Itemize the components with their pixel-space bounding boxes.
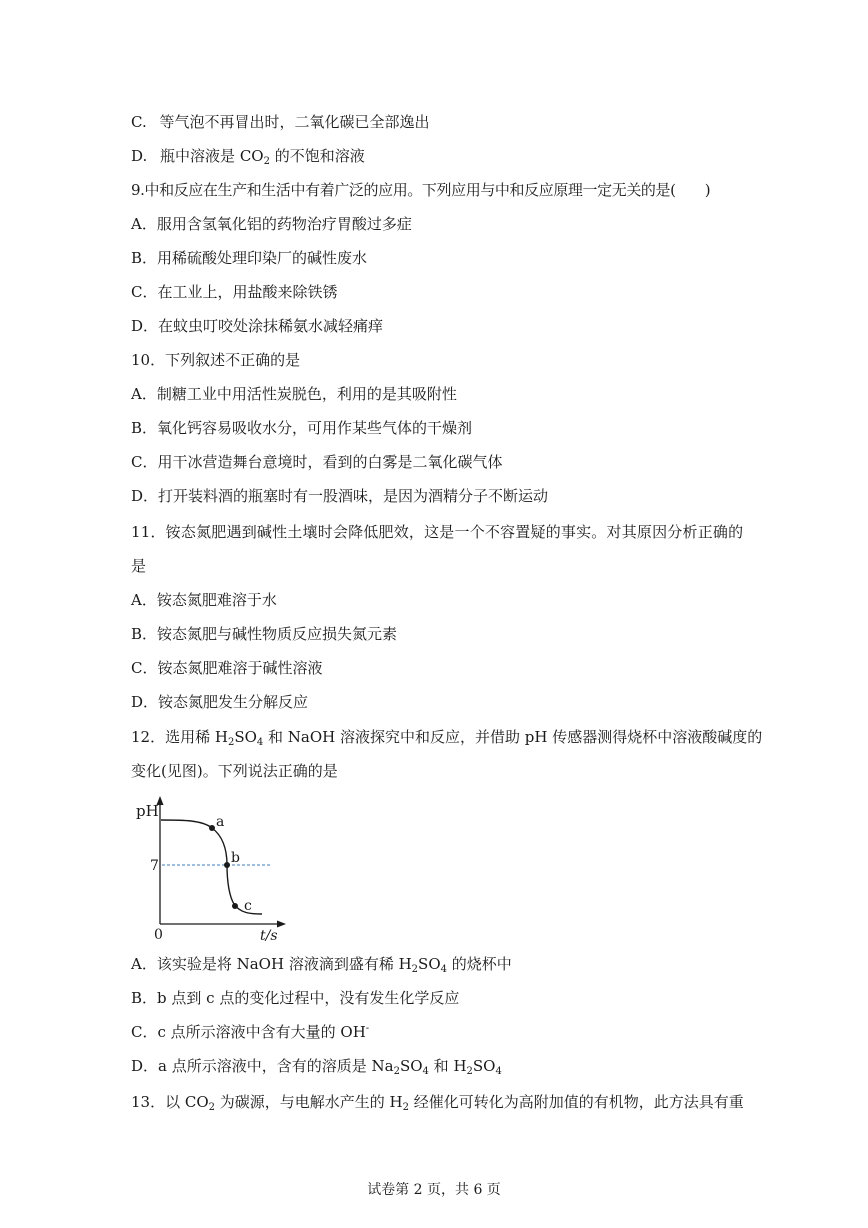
- y-axis-label: pH: [136, 802, 159, 820]
- q11-stem-continued: 是: [131, 557, 147, 575]
- option-text-post: 的不饱和溶液: [269, 147, 365, 165]
- q9-option-c: C．在工业上，用盐酸来除铁锈: [131, 283, 338, 301]
- q10-option-d: D．打开装料酒的瓶塞时有一股酒味，是因为酒精分子不断运动: [131, 487, 549, 505]
- q11-option-c: C．铵态氮肥难溶于碱性溶液: [131, 659, 323, 677]
- subscript: 2: [227, 737, 235, 748]
- point-c-label: c: [244, 898, 252, 914]
- point-a-label: a: [216, 814, 225, 830]
- q10-option-b: B．氧化钙容易吸收水分，可用作某些气体的干燥剂: [131, 419, 473, 437]
- subscript: 4: [440, 964, 447, 975]
- point-b-label: b: [231, 850, 240, 866]
- origin-label: 0: [154, 927, 163, 943]
- q12-option-c: [131, 1022, 369, 1042]
- q8-option-c: [131, 112, 430, 132]
- subscript: 4: [256, 737, 264, 748]
- option-letter: D.: [131, 147, 148, 165]
- q11-stem: 11．铵态氮肥遇到碱性土壤时会降低肥效，这是一个不容置疑的事实。对其原因分析正确的: [131, 523, 744, 541]
- stem-text: 经催化可转化为高附加值的有机物，此方法具有重: [409, 1093, 744, 1111]
- subscript: 2: [208, 1102, 216, 1113]
- option-letter: C.: [131, 113, 147, 131]
- q9-option-a: A．服用含氢氧化铝的药物治疗胃酸过多症: [131, 215, 412, 233]
- option-text: A．该实验是将 NaOH 溶液滴到盛有稀 H: [131, 955, 412, 973]
- stem-text: 和 NaOH 溶液探究中和反应，并借助 pH 传感器测得烧杯中溶液酸碱度的: [263, 728, 763, 746]
- point-a: [209, 825, 215, 831]
- q12-option-a: [131, 954, 512, 974]
- stem-text: 为碳源，与电解水产生的 H: [215, 1093, 403, 1111]
- page-footer: 试卷第 2 页，共 6 页: [367, 1182, 501, 1198]
- q12-option-b: B．b 点到 c 点的变化过程中，没有发生化学反应: [131, 989, 460, 1007]
- x-axis-label: t/s: [260, 928, 278, 944]
- option-text: D．a 点所示溶液中，含有的溶质是 Na: [131, 1057, 394, 1075]
- stem-text: 12．选用稀 H: [131, 728, 228, 746]
- q12-stem-continued: 变化(见图)。下列说法正确的是: [131, 762, 338, 780]
- q11-option-a: A．铵态氮肥难溶于水: [131, 591, 277, 609]
- subscript: 2: [263, 156, 270, 167]
- stem-text: SO: [234, 728, 257, 746]
- ph-curve-figure: [128, 792, 298, 944]
- option-text: SO: [472, 1057, 496, 1075]
- q10-option-c: C．用干冰营造舞台意境时，看到的白雾是二氧化碳气体: [131, 453, 503, 471]
- q12-option-d: [131, 1056, 502, 1076]
- point-b: [224, 862, 230, 868]
- option-text: 等气泡不再冒出时，二氧化碳已全部逸出: [159, 113, 430, 131]
- point-c: [232, 903, 238, 909]
- ph7-label: 7: [150, 858, 159, 874]
- q12-stem: [131, 727, 762, 747]
- option-text: C．c 点所示溶液中含有大量的 OH: [131, 1023, 366, 1041]
- subscript: 2: [411, 964, 419, 975]
- subscript: 2: [393, 1066, 400, 1077]
- q8-option-d: [131, 146, 365, 166]
- q10-stem: 10．下列叙述不正确的是: [131, 351, 301, 369]
- x-axis-arrow: [277, 921, 286, 928]
- subscript: 2: [402, 1102, 410, 1113]
- option-text: SO: [399, 1057, 423, 1075]
- q9-stem: 9.中和反应在生产和生活中有着广泛的应用。下列应用与中和反应原理一定无关的是( ): [131, 181, 711, 199]
- q10-option-a: A．制糖工业中用活性炭脱色，利用的是其吸附性: [131, 385, 457, 403]
- option-text: 和 H: [428, 1057, 467, 1075]
- subscript: 2: [466, 1066, 473, 1077]
- subscript: 4: [495, 1066, 502, 1077]
- q9-option-b: B．用稀硫酸处理印染厂的碱性废水: [131, 249, 368, 267]
- q9-option-d: D．在蚊虫叮咬处涂抹稀氨水减轻痛痒: [131, 317, 384, 335]
- q11-option-d: D．铵态氮肥发生分解反应: [131, 693, 309, 711]
- q11-option-b: B．铵态氮肥与碱性物质反应损失氮元素: [131, 625, 398, 643]
- q13-stem: [131, 1092, 744, 1112]
- option-text: 的烧杯中: [447, 955, 512, 973]
- subscript: 4: [422, 1066, 429, 1077]
- option-text: SO: [418, 955, 441, 973]
- superscript: -: [365, 1023, 370, 1034]
- stem-text: 13．以 CO: [131, 1093, 209, 1111]
- option-text-pre: 瓶中溶液是 CO: [160, 147, 264, 165]
